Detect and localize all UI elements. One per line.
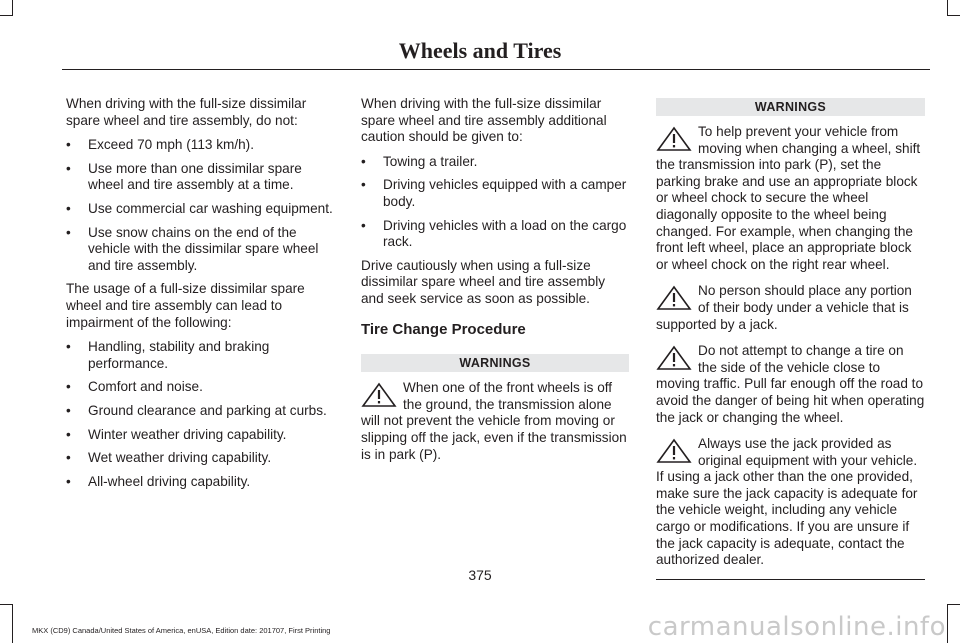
list-item: • Driving vehicles with a load on the cargo rack.	[361, 218, 629, 251]
list-item: • Comfort and noise.	[66, 379, 340, 396]
section-heading: Tire Change Procedure	[361, 320, 526, 338]
warning-text: No person should place any portion of their body under a vehicle that is supported by a jack.	[656, 283, 912, 332]
list-item: • Driving vehicles equipped with a camper body.	[361, 177, 629, 210]
crop-mark	[947, 604, 948, 643]
warning-text: Always use the jack provided as original equipment with your vehicle. If using a jack other than the one provided, make sure the jack capacity is adequate for the vehicle weight, including any vehicle cargo or modifications. If you are unsure if the jack capacity is adequate, contact the authorized dealer.	[656, 436, 918, 568]
crop-mark	[947, 604, 960, 605]
warning-text: When one of the front wheels is off the ground, the transmission alone will not prevent the vehicle from moving or slipping off the jack, even if the transmission is in park (P).	[361, 380, 627, 462]
column-1	[66, 96, 340, 497]
warning-item	[656, 283, 925, 333]
list-item: • Use more than one dissimilar spare wheel and tire assembly at a time.	[66, 161, 340, 194]
impairment-list	[66, 339, 340, 490]
warnings-header: WARNINGS	[361, 354, 629, 372]
warning-text: Do not attempt to change a tire on the side of the vehicle close to moving traffic. Pull far enough off the road to avoid the danger of being hit when operating the jack or changing the wheel.	[656, 343, 925, 425]
watermark: carmanualsonline.info	[647, 612, 946, 642]
page-number: 375	[468, 567, 492, 583]
list-item: • Exceed 70 mph (113 km/h).	[66, 137, 340, 154]
warnings-box	[656, 98, 925, 580]
warning-item	[656, 124, 925, 273]
drive-cautiously-paragraph: Drive cautiously when using a full-size dissimilar spare wheel and tire assembly and seek service as soon as possible.	[361, 257, 606, 306]
warnings-header: WARNINGS	[656, 98, 925, 116]
warnings-box	[361, 354, 629, 463]
impairment-paragraph: The usage of a full-size dissimilar spare wheel and tire assembly can lead to impairment of the following:	[66, 281, 305, 330]
warning-item	[656, 436, 925, 569]
warning-triangle-icon	[656, 126, 692, 152]
warning-triangle-icon	[656, 438, 692, 464]
warning-item	[656, 343, 925, 426]
list-item: • Winter weather driving capability.	[66, 427, 340, 444]
list-item: • All-wheel driving capability.	[66, 474, 340, 491]
list-item: • Ground clearance and parking at curbs.	[66, 403, 340, 420]
list-item: • Use snow chains on the end of the vehicle with the dissimilar spare wheel and tire assembly.	[66, 225, 340, 275]
warning-triangle-icon	[656, 285, 692, 311]
list-item: • Towing a trailer.	[361, 154, 629, 171]
crop-mark	[0, 604, 13, 605]
warning-text: To help prevent your vehicle from moving when changing a wheel, shift the transmission into park (P), set the parking brake and use an appropriate block or wheel chock to secure the wheel diagonally opposite to the wheel being changed. For example, when changing the front left wheel, place an appropriate block or wheel chock on the right rear wheel.	[656, 124, 921, 272]
do-not-list	[66, 137, 340, 274]
list-item: • Handling, stability and braking performance.	[66, 339, 340, 372]
list-item: • Use commercial car washing equipment.	[66, 201, 340, 218]
page-title: Wheels and Tires	[398, 38, 562, 63]
list-item: • Wet weather driving capability.	[66, 450, 340, 467]
warning-triangle-icon	[361, 382, 397, 408]
crop-mark	[947, 15, 960, 16]
caution-list	[361, 154, 629, 251]
column-3	[656, 96, 925, 580]
crop-mark	[12, 604, 13, 643]
crop-mark	[12, 0, 13, 16]
warning-triangle-icon	[656, 345, 692, 371]
edition-footer: MKX (CD9) Canada/United States of America, enUSA, Edition date: 201707, First Printing	[32, 626, 331, 635]
caution-paragraph: When driving with the full-size dissimilar spare wheel and tire assembly additional caution should be given to:	[361, 96, 607, 145]
column-2	[361, 96, 629, 473]
header-divider	[62, 69, 930, 70]
intro-paragraph: When driving with the full-size dissimilar spare wheel and tire assembly, do not:	[66, 96, 307, 128]
warning-item	[361, 380, 629, 463]
crop-mark	[0, 15, 13, 16]
crop-mark	[947, 0, 948, 16]
